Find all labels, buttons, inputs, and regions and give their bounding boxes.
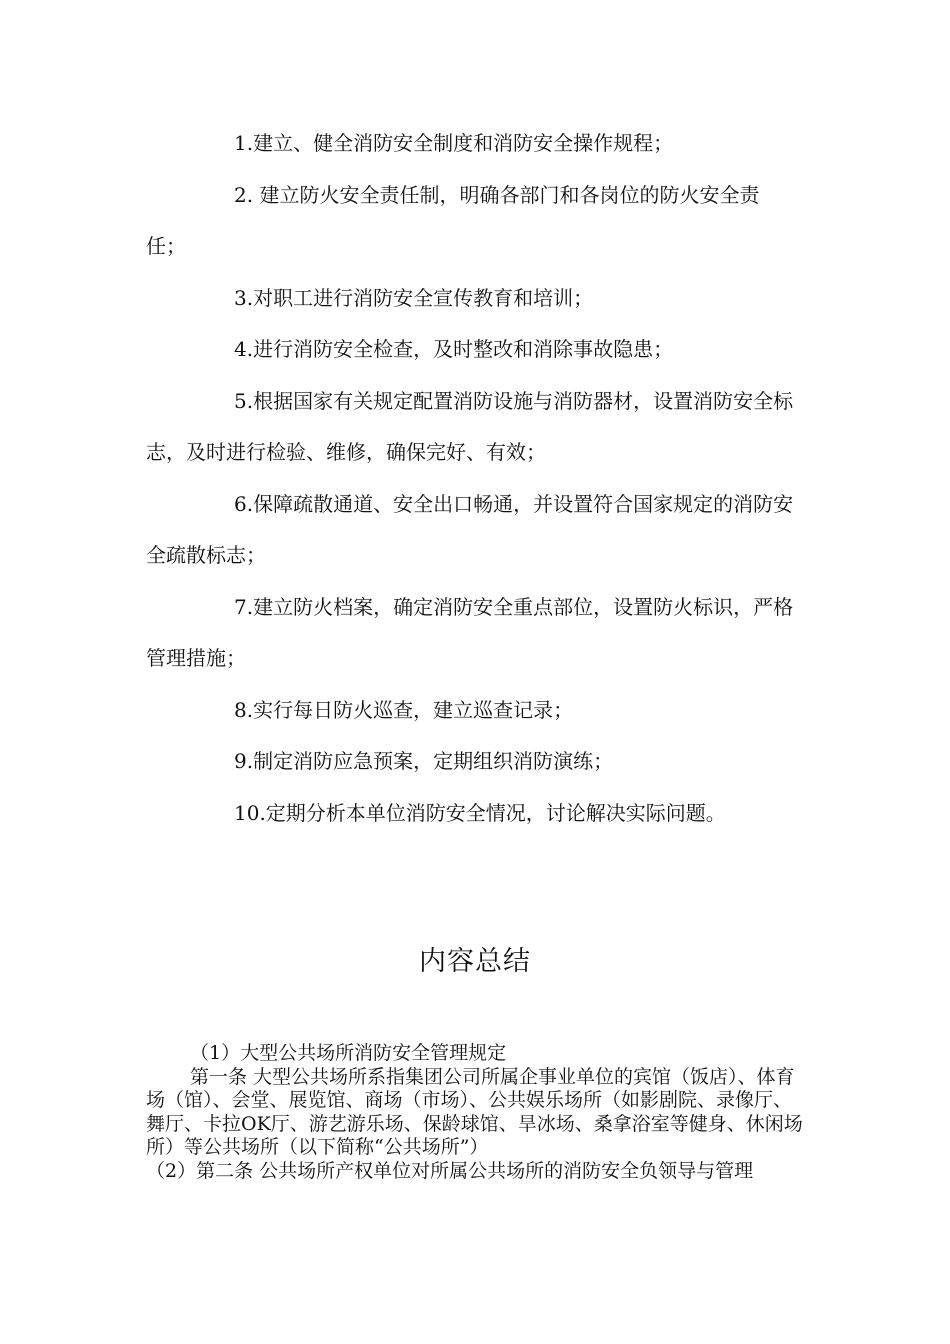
summary-paragraph: （1）大型公共场所消防安全管理规定 xyxy=(190,1042,507,1064)
list-item: 3.对职工进行消防安全宣传教育和培训； xyxy=(234,285,594,310)
summary-paragraph: （2）第二条 公共场所产权单位对所属公共场所的消防安全负领导与管理 xyxy=(146,1159,754,1182)
duty-list xyxy=(146,118,798,839)
list-item: 1.建立、健全消防安全制度和消防安全操作规程； xyxy=(234,131,674,155)
summary-heading: 内容总结 xyxy=(419,946,531,977)
list-item: 2. 建立防火安全责任制，明确各部门和各岗位的防火安全责任； xyxy=(146,182,760,258)
list-item: 7.建立防火档案，确定消防安全重点部位，设置防火标识，严格管理措施； xyxy=(146,594,794,670)
list-item: 8.实行每日防火巡查，建立巡查记录； xyxy=(234,697,574,722)
list-item: 4.进行消防安全检查，及时整改和消除事故隐患； xyxy=(234,337,674,361)
summary-body xyxy=(146,1042,810,1183)
list-item: 6.保障疏散通道、安全出口畅通，并设置符合国家规定的消防安全疏散标志； xyxy=(146,491,794,567)
list-item: 9.制定消防应急预案，定期组织消防演练； xyxy=(234,749,614,773)
list-item: 5.根据国家有关规定配置消防设施与消防器材，设置消防安全标志，及时进行检验、维修，确保完好、有效； xyxy=(146,388,794,464)
summary-paragraph: 第一条 大型公共场所系指集团公司所属企事业单位的宾馆（饭店）、体育场（馆）、会堂、展览馆、商场（市场）、公共娱乐场所（如影剧院、录像厅、舞厅、卡拉OK厅、游艺游乐场、保龄球馆、旱冰场、桑拿浴室等健身、休闲场所）等公共场所（以下简称“公共场所”） xyxy=(146,1065,803,1158)
list-item: 10.定期分析本单位消防安全情况，讨论解决实际问题。 xyxy=(234,800,726,825)
